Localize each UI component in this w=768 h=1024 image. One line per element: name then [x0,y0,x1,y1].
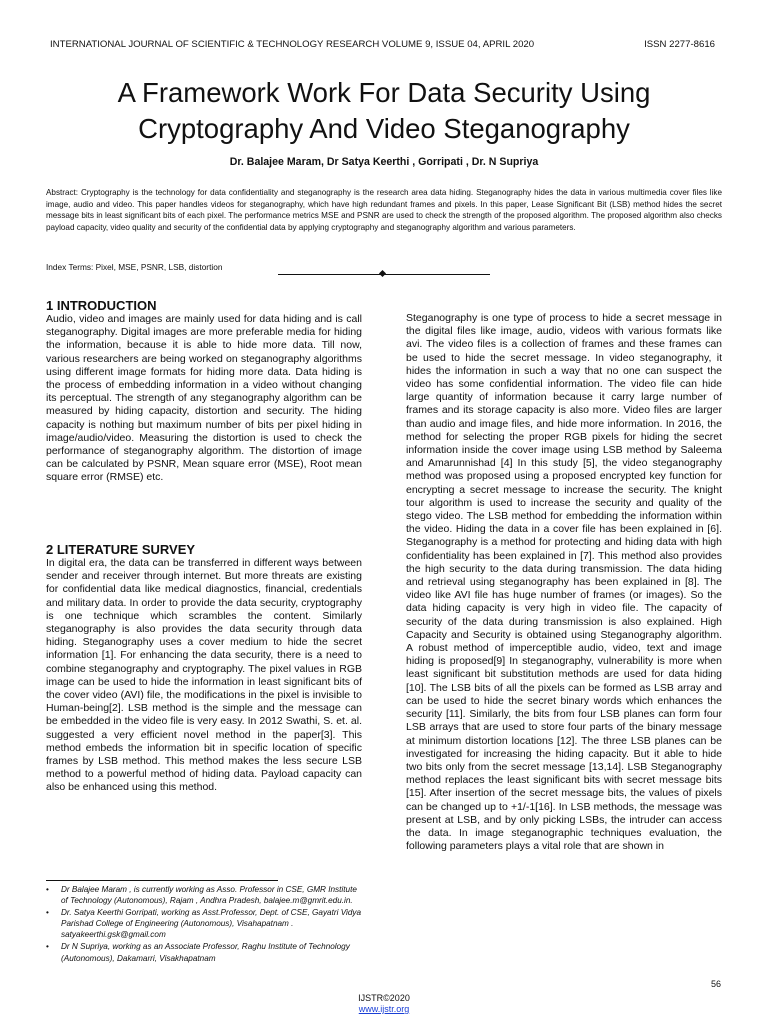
issn-label: ISSN 2277-8616 [644,39,715,50]
title-line-2: Cryptography And Video Steganography [138,113,630,144]
footnote-item: • Dr N Supriya, working as an Associate Professor, Raghu Institute of Technology (Autonomous), Dakamarri, Visakhapatnam [46,941,362,963]
introduction-text: Audio, video and images are mainly used for data hiding and is call steganography. Digital images are more preferable media for hiding the information, because it is able to hide more data. Till now, various researchers are being worked on steganography algorithms using different image formats for hiding more data. Data hiding is the process of embedding information in a video without changing its perceptual. The strength of any steganography algorithm can be measured by hiding capacity, distortion and security. The hiding capacity is nothing but maximum number of bits per pixel hiding in image/audio/video. Measuring the distortion is used to check the performance of steganography algorithm. The distortion of image can be calculated by PSNR, Mean square error (MSE), Root mean square error (RMSE) etc. [46,313,362,484]
divider-diamond-icon [379,270,386,277]
right-column-text: Steganography is one type of process to hide a secret message in the digital files like image, audio, videos with various formats like avi. The video files is a collection of frames and these frames can be used to hide the secret message. In video steganography, it hides the information in such a way that no one can suspect the video has some confidential information. The video file can hide large quantity of information because it carry large number of frames and its storage capacity is also more. Video files are larger than audio and image files, and hide more information. In 2016, the method for selecting the proper RGB pixels for hiding the secret information inside the cover image using LSB method by Saleema and Amarunnishad [4] In this study [5], the video steganography method was proposed using a proposed encrypted key function for encrypting a secret message to increase the security. The knight tour algorithm is used to increase the security and quality of the stego video. The LSB method for embedding the information within the video. Hiding the data in a cover file has been explained in [6]. Steganography is a method for protecting and hiding data with high confidentiality has been explained in [7]. This method also provides the high security to the data during transmission. The data hiding and retrieval using steganography has been explained in [8]. The video like AVI file has huge number of frames (or images). So the data hiding capacity is very high in video file. The capacity of security of the data during transmission is also explained. High Capacity and Security is obtained using Steganography algorithm. A robust method of imperceptible audio, video, text and image hiding is proposed[9] In steganography, vulnerability is more when least significant bit substitution methods are used for data hiding [10]. The LSB bits of all the pixels can be formed as LSB array and can be used to hide the secret binary words which enhances the security [11]. Similarly, the bits from four LSB planes can form four LSB arrays that are used to store four parts of the binary message at minimum distortion locations [12]. The three LSB planes can be investigated for increasing the hiding capacity. But it able to hide two bits only from the secret message [13,14]. LSB Steganography method replaces the least significant bits with secret message bits [15]. After insertion of the secret message bits, the values of pixels can be changed up to +1/-1[16]. In LSB methods, the message was present at LSB, and by only picking LSBs, the intruder can access the data. In image steganographic techniques evaluation, the following parameters plays a vital role that are shown in [406,312,722,853]
footnote-item: • Dr. Satya Keerthi Gorripati, working as Asst.Professor, Dept. of CSE, Gayatri Vidya Parishad College of Engineering (Autonomous), Visahapatnam . satyakeerthi.gsk@gmail.com [46,907,362,940]
journal-website-link[interactable]: www.ijstr.org [358,1004,410,1014]
page-number: 56 [711,979,722,989]
literature-survey-heading: 2 LITERATURE SURVEY [46,542,196,557]
abstract: Abstract: Cryptography is the technology for data confidentiality and steganography is the research area data hiding. Steganography hides the data in various multimedia cover files like image, audio and video. This paper handles videos for steganography, which have high redundant frames and pixels. In this paper, Lease Significant Bit (LSB) method hides the secret message bits in least significant bits of each pixel. The performance metrics MSE and PSNR are used to check the strength of the proposed algorithm. The proposed algorithm also checks payload capacity, video quality and security of the confidential data by applying cryptography and steganography algorithm and various parameters. [46,188,722,232]
literature-survey-text: In digital era, the data can be transferred in different ways between sender and receiver through internet. But more threats are existing for confidential data like medical diagnostics, financial, credentials and military data. In order to provide the data security, cryptography is one technique which scrambles the content. Similarly steganography is also provides the data security through data hiding. Steganography uses a cover medium to hide the secret information [1]. For enhancing the data security, there is a need to combine steganography and cryptography. The pixel values in RGB image can be used to hide the information in least significant bits of the cover video (AVI) file, the modifications in the pixel is invisible to Human-being[2]. LSB method is the simple and the message can be embedded in the video file is very easy. In 2012 Swathi, S. et. al. suggested a very efficient novel method in the paper[3]. This method embeds the information bit in specific location of specific frames by LSB method. This method makes the less secure LSB method to a powerful method of hiding data. Payload capacity can also be enhanced using this method. [46,557,362,794]
introduction-section [46,298,362,485]
title-line-1: A Framework Work For Data Security Using [117,77,651,108]
footnote-item: • Dr Balajee Maram , is currently working as Asso. Professor in CSE, GMR Institute of Technology (Autonomous), Rajam , Andhra Pradesh, balajee.m@gmrit.edu.in. [46,884,362,906]
footnote-rule [46,880,278,881]
journal-header: INTERNATIONAL JOURNAL OF SCIENTIFIC & TECHNOLOGY RESEARCH VOLUME 9, ISSUE 04, APRIL 2020 [50,39,535,50]
right-column [406,312,722,853]
paper-title [40,75,728,147]
author-footnotes [46,884,362,965]
index-terms: Index Terms: Pixel, MSE, PSNR, LSB, distortion [46,262,223,272]
author-list: Dr. Balajee Maram, Dr Satya Keerthi , Gorripati , Dr. N Supriya [229,156,539,168]
introduction-heading: 1 INTRODUCTION [46,298,157,313]
literature-survey-section [46,542,362,795]
copyright-notice: IJSTR©2020 [358,993,410,1003]
